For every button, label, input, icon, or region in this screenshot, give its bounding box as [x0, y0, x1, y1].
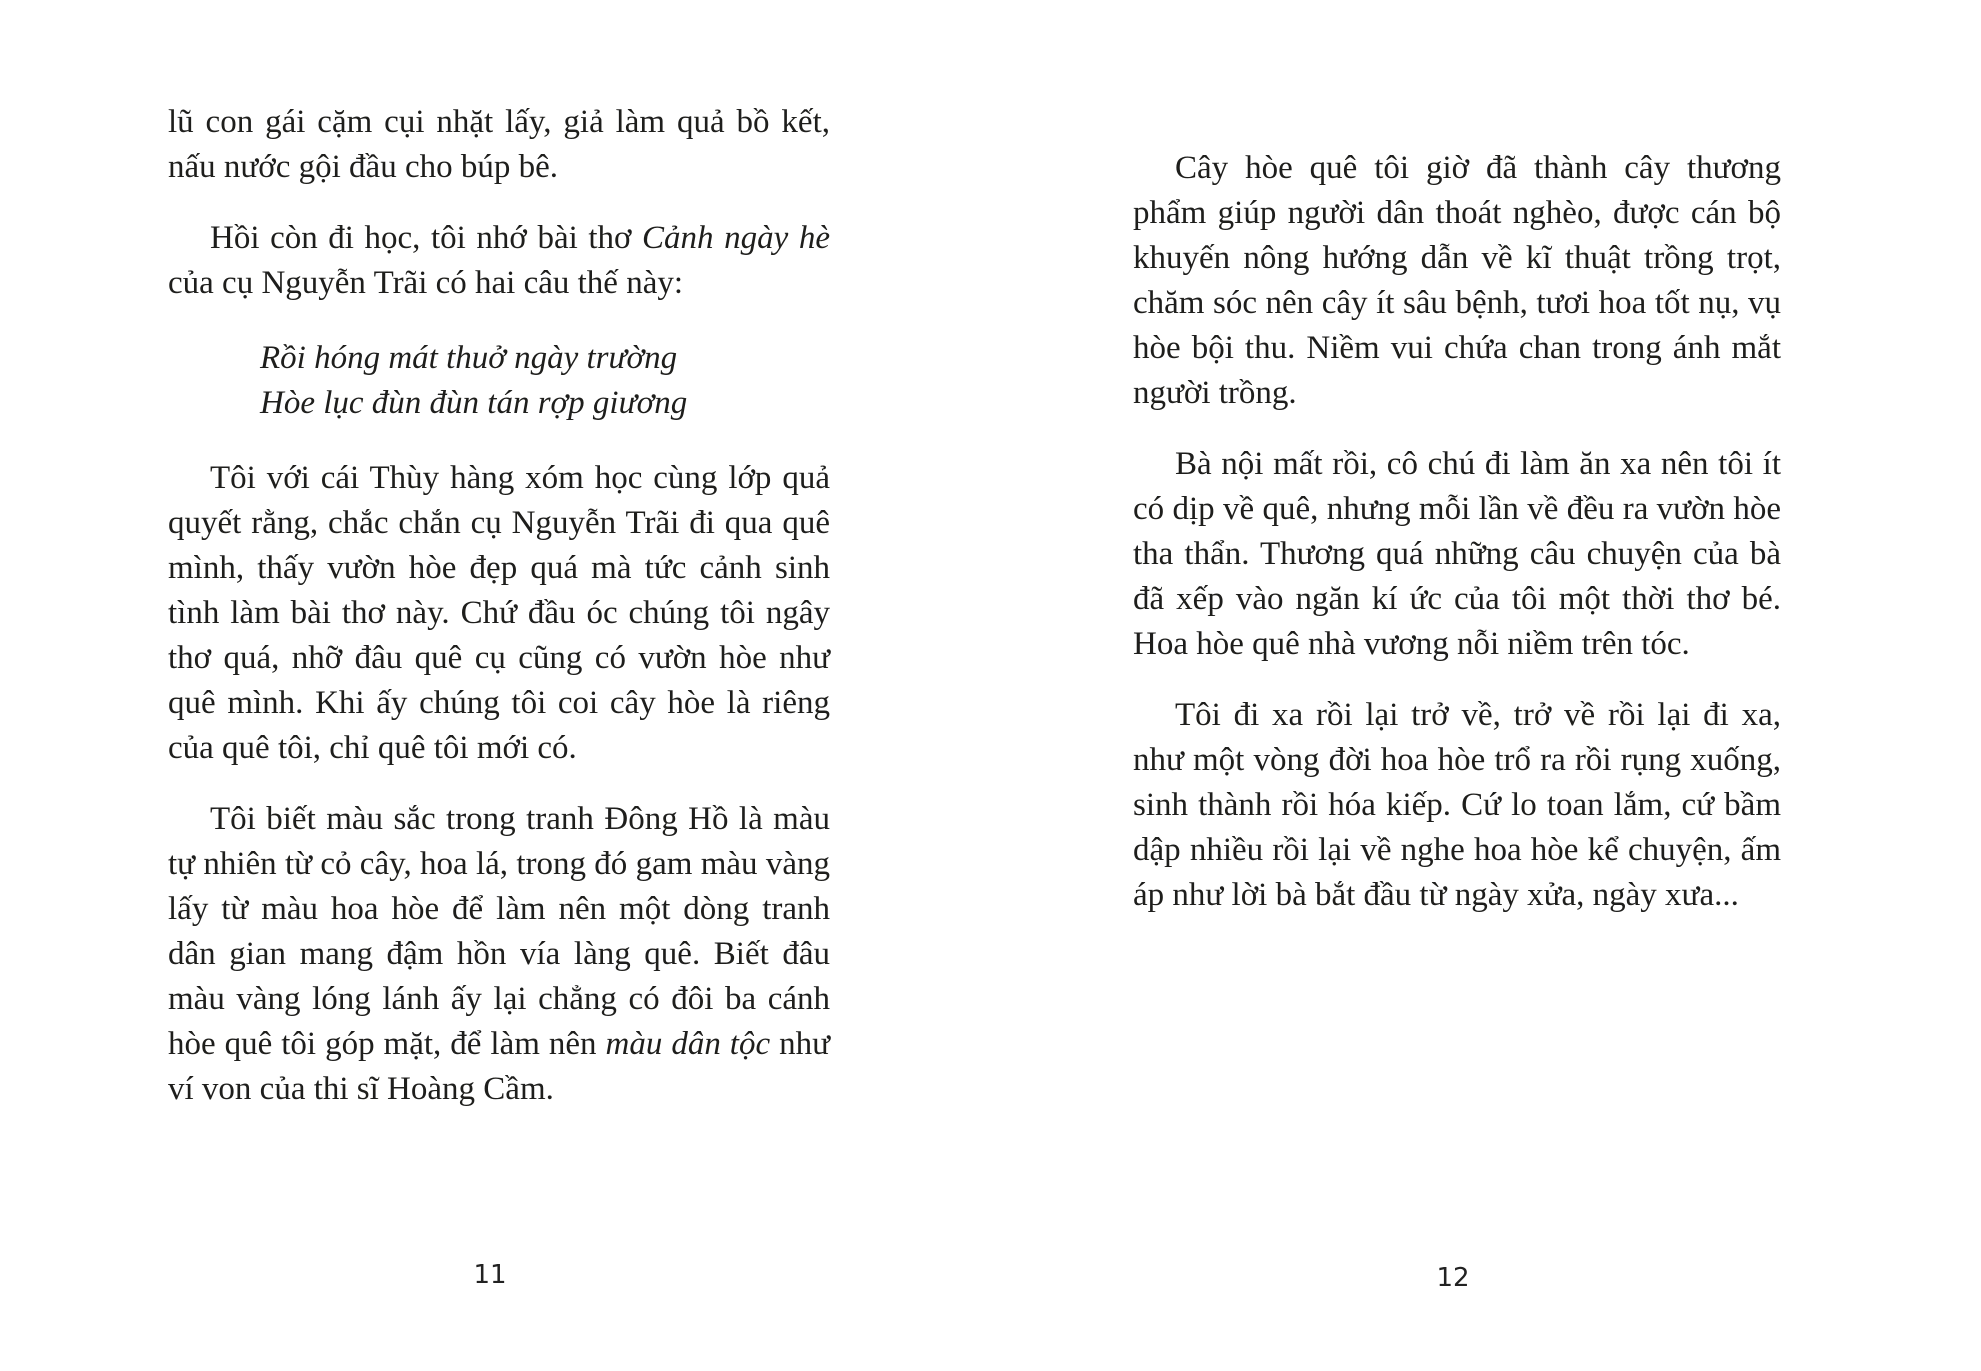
- text-run: của cụ Nguyễn Trãi có hai câu thế này:: [168, 265, 684, 301]
- paragraph: [168, 456, 830, 771]
- poem-quote: [260, 336, 830, 426]
- paragraph: [1133, 442, 1781, 667]
- italic-phrase: màu dân tộc: [605, 1026, 771, 1062]
- text-run: Bà nội mất rồi, cô chú đi làm ăn xa nên tôi ít có dịp về quê, nhưng mỗi lần về đều ra vườn hòe tha thẩn. Thương quá những câu chuyện của bà đã xếp vào ngăn kí ức của tôi một thời thơ bé. Hoa hòe quê nhà vương nỗi niềm trên tóc.: [1133, 446, 1781, 662]
- text-run: lũ con gái cặm cụi nhặt lấy, giả làm quả bồ kết, nấu nước gội đầu cho búp bê.: [168, 104, 830, 185]
- poem-line: Hòe lục đùn đùn tán rợp giương: [260, 385, 688, 421]
- text-run: Cây hòe quê tôi giờ đã thành cây thương phẩm giúp người dân thoát nghèo, được cán bộ khuyến nông hướng dẫn về kĩ thuật trồng trọt, chăm sóc nên cây ít sâu bệnh, tươi hoa tốt nụ, vụ hòe bội thu. Niềm vui chứa chan trong ánh mắt người trồng.: [1133, 150, 1781, 411]
- page-right-text-column: [1133, 146, 1781, 944]
- text-run: Hồi còn đi học, tôi nhớ bài thơ: [210, 220, 643, 256]
- paragraph: [168, 100, 830, 190]
- paragraph: [168, 797, 830, 1112]
- poem-line: Rồi hóng mát thuở ngày trường: [260, 340, 678, 376]
- paragraph: [168, 216, 830, 306]
- text-run: Tôi với cái Thùy hàng xóm học cùng lớp quả quyết rằng, chắc chắn cụ Nguyễn Trãi đi qua quê mình, thấy vườn hòe đẹp quá mà tức cảnh sinh tình làm bài thơ này. Chứ đầu óc chúng tôi ngây thơ quá, nhỡ đâu quê cụ cũng có vườn hòe như quê mình. Khi ấy chúng tôi coi cây hòe là riêng của quê tôi, chỉ quê tôi mới có.: [168, 460, 830, 766]
- text-run: Tôi biết màu sắc trong tranh Đông Hồ là màu tự nhiên từ cỏ cây, hoa lá, trong đó gam màu vàng lấy từ màu hoa hòe để làm nên một dòng tranh dân gian mang đậm hồn vía làng quê. Biết đâu màu vàng lóng lánh ấy lại chẳng có đôi ba cánh hòe quê tôi góp mặt, để làm nên: [168, 801, 830, 1062]
- italic-phrase: Cảnh ngày hè: [642, 220, 831, 256]
- page-number-left: 11: [473, 1260, 507, 1290]
- paragraph: [1133, 146, 1781, 416]
- paragraph: [1133, 693, 1781, 918]
- text-run: Tôi đi xa rồi lại trở về, trở về rồi lại đi xa, như một vòng đời hoa hòe trổ ra rồi rụng xuống, sinh thành rồi hóa kiếp. Cứ lo toan lắm, cứ bầm dập nhiều rồi lại về nghe hoa hòe kể chuyện, ấm áp như lời bà bắt đầu từ ngày xửa, ngày xưa...: [1133, 697, 1781, 913]
- page-number-right: 12: [1436, 1263, 1470, 1293]
- page-left-text-column: [168, 100, 830, 1138]
- text-run: như ví von của thi sĩ Hoàng Cầm.: [168, 1026, 830, 1107]
